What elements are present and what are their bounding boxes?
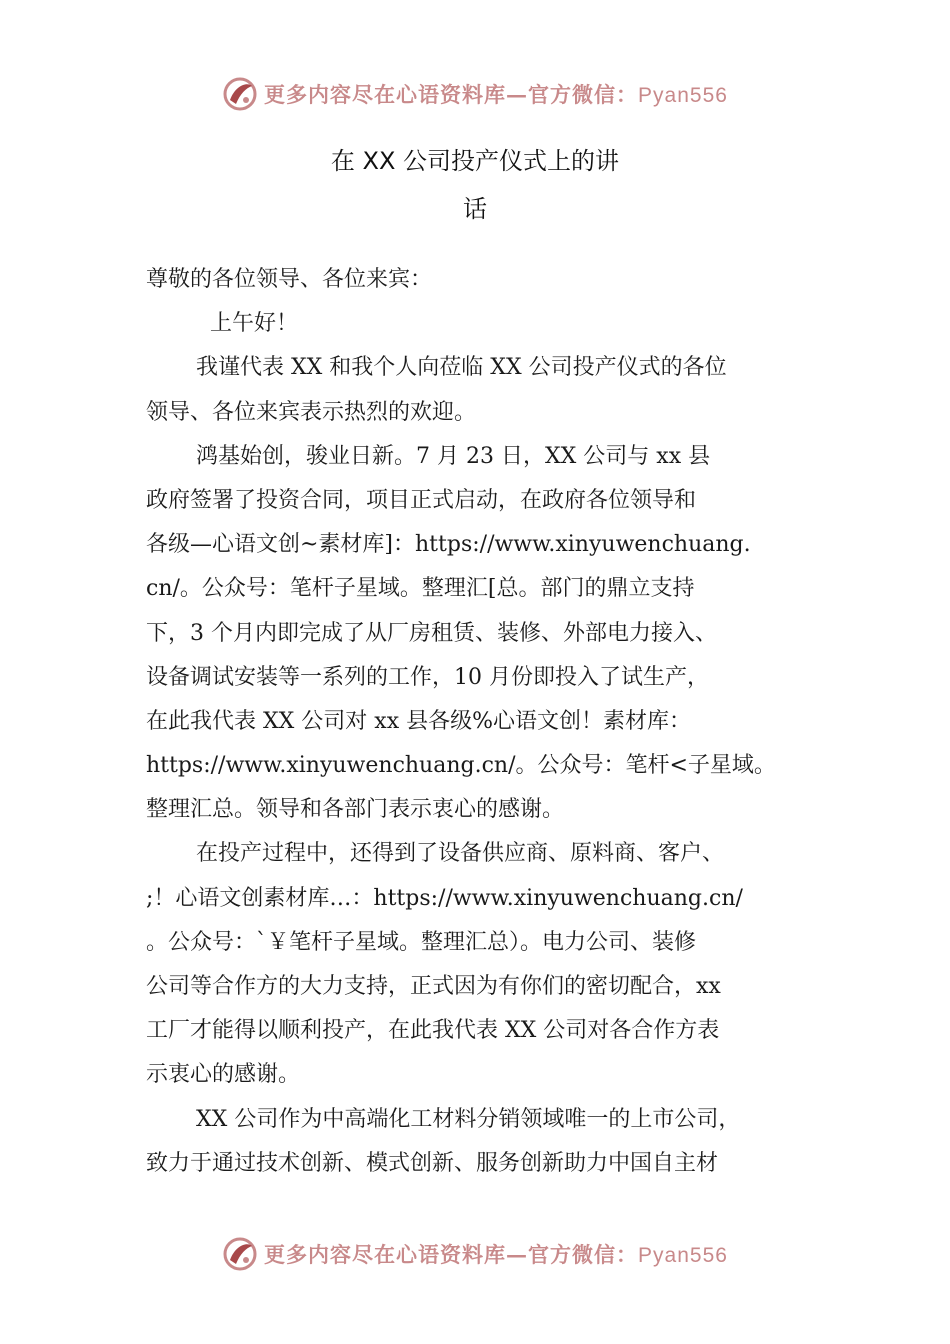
- watermark-text: 更多内容尽在心语资料库—官方微信：Pyan556: [264, 82, 728, 107]
- document-body: [146, 258, 826, 1186]
- body-line: 。公众号：`￥笔杆子星域。整理汇总）。电力公司、装修: [146, 929, 697, 955]
- document-title-line2: 话: [463, 195, 487, 223]
- body-line: 上午好！: [210, 311, 299, 337]
- body-line: 工厂才能得以顺利投产，在此我代表 XX 公司对各合作方表: [146, 1018, 720, 1044]
- body-line: 致力于通过技术创新、模式创新、服务创新助力中国自主材: [146, 1150, 719, 1176]
- wechat-id: Pyan556: [638, 84, 728, 107]
- footer-watermark: [0, 1232, 950, 1276]
- body-line: 政府签署了投资合同，项目正式启动，在政府各位领导和: [146, 487, 697, 513]
- body-line: 领导、各位来宾表示热烈的欢迎。: [146, 399, 477, 425]
- header-watermark: [0, 72, 950, 116]
- body-line: cn/。公众号：笔杆子星域。整理汇[总。部门的鼎立支持: [146, 576, 695, 602]
- brand-logo-icon: [222, 76, 258, 112]
- body-line: 尊敬的各位领导、各位来宾：: [146, 267, 433, 292]
- body-line: 整理汇总。领导和各部门表示衷心的感谢。: [146, 797, 565, 823]
- body-line: 在此我代表 XX 公司对 xx 县各级%心语文创！素材库：: [146, 708, 692, 734]
- body-line: XX 公司作为中高端化工材料分销领域唯一的上市公司，: [196, 1106, 741, 1132]
- body-line: 下，3 个月内即完成了从厂房租赁、装修、外部电力接入、: [146, 620, 717, 646]
- body-line: 各级—心语文创~素材库]：https://www.xinyuwenchuang.: [146, 532, 751, 558]
- body-line: ;！心语文创素材库…：https://www.xinyuwenchuang.cn/: [146, 885, 743, 911]
- wechat-id: Pyan556: [638, 1244, 728, 1267]
- watermark-text: 更多内容尽在心语资料库—官方微信：Pyan556: [264, 1242, 728, 1267]
- body-line: 我谨代表 XX 和我个人向莅临 XX 公司投产仪式的各位: [196, 355, 727, 381]
- brand-logo-icon: [222, 1236, 258, 1272]
- body-line: 公司等合作方的大力支持，正式因为有你们的密切配合，xx: [146, 974, 721, 999]
- document-title-line1: 在 XX 公司投产仪式上的讲: [330, 147, 620, 175]
- body-line: 示衷心的感谢。: [146, 1062, 301, 1088]
- body-line: 设备调试安装等一系列的工作，10 月份即投入了试生产，: [146, 664, 709, 690]
- body-line: 在投产过程中，还得到了设备供应商、原料商、客户、: [196, 841, 725, 867]
- body-line: 鸿基始创，骏业日新。7 月 23 日，XX 公司与 xx 县: [196, 443, 711, 469]
- body-line: https://www.xinyuwenchuang.cn/。公众号：笔杆<子星域。: [146, 753, 776, 779]
